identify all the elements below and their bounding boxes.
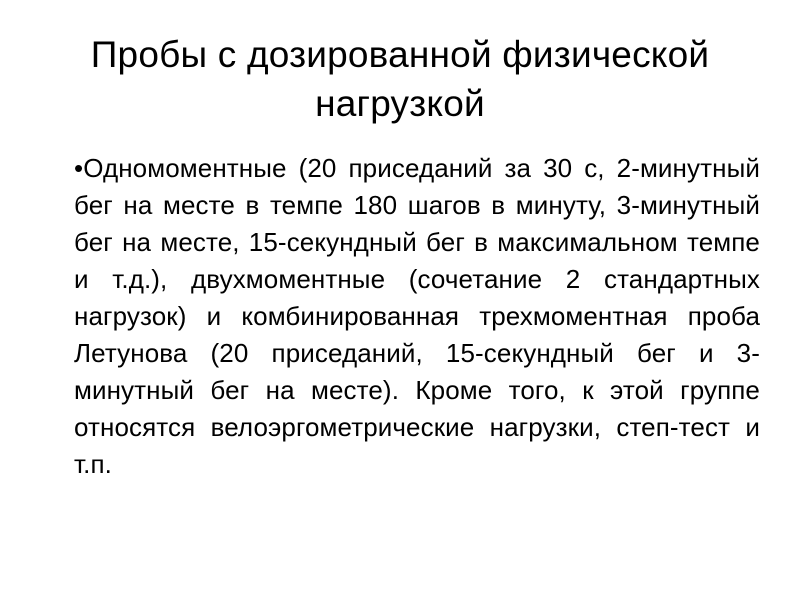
- bullet-item: [74, 150, 760, 483]
- slide-body: [74, 150, 760, 483]
- bullet-text: Одномоментные (20 приседаний за 30 с, 2-минутный бег на месте в темпе 180 шагов в минуту, 3-минутный бег на месте, 15-секундный бег в максимальном темпе и т.д.), двухмоментные (сочетание 2 стандартных нагрузок) и комбинированная трехмоментная проба Летунова (20 приседаний, 15-секундный бег и 3-минутный бег на месте). Кроме того, к этой группе относятся велоэргометрические нагрузки, степ-тест и т.п.: [74, 153, 760, 479]
- bullet-marker: •: [74, 153, 84, 183]
- slide-title: Пробы с дозированной физической нагрузкой: [90, 34, 710, 124]
